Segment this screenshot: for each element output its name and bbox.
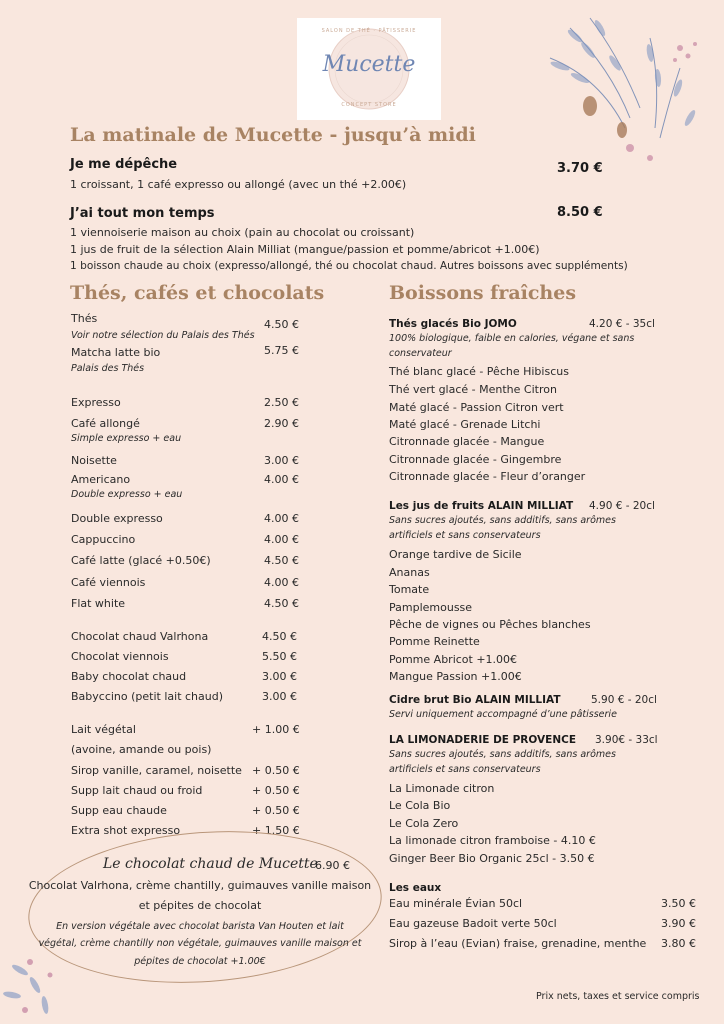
hot-item-sub: Double expresso + eau [71, 489, 183, 500]
hot-item-name: Noisette [71, 454, 117, 467]
logo-ring-top: SALON DE THÉ · PÂTISSERIE [321, 28, 417, 34]
hot-item-price: 4.50 € [264, 597, 299, 610]
jomo-item: Citronnade glacée - Fleur d’oranger [389, 470, 586, 483]
special-vegan1: En version végétale avec chocolat barista Van Houten et lait [56, 921, 344, 932]
milliat-item: Pêche de vignes ou Pêches blanches [389, 618, 591, 631]
limo-item: La limonade citron framboise - 4.10 € [389, 834, 596, 847]
eaux-item-price: 3.90 € [661, 917, 696, 930]
hot-item-sub: Voir notre sélection du Palais des Thés [71, 330, 255, 341]
hot-item-name: Cappuccino [71, 533, 136, 546]
limo-price: 3.90€ - 33cl [595, 734, 658, 746]
hot-item-name: Chocolat viennois [71, 650, 169, 663]
milliat-item: Pomme Abricot +1.00€ [389, 653, 518, 666]
hot-item-name: Extra shot expresso [71, 824, 181, 837]
formula1-name: Je me dépêche [70, 157, 178, 172]
limo-item: La Limonade citron [389, 782, 495, 795]
hot-item-name: Supp eau chaude [71, 804, 167, 817]
limo-sub: artificiels et sans conservateurs [389, 764, 541, 775]
hot-item-price: + 1.50 € [252, 824, 300, 837]
milliat-item: Pamplemousse [389, 601, 473, 614]
cidre-price: 5.90 € - 20cl [591, 694, 657, 706]
special-title: Le chocolat chaud de Mucette [103, 856, 318, 872]
hot-item-price: 3.00 € [262, 690, 297, 703]
milliat-sub: artificiels et sans conservateurs [389, 530, 541, 541]
eaux-title: Les eaux [389, 882, 442, 894]
hot-item-name: Flat white [71, 597, 126, 610]
matinale-title: La matinale de Mucette - jusqu’à midi [70, 124, 476, 146]
hot-title: Thés, cafés et chocolats [70, 282, 325, 304]
milliat-name: Les jus de fruits ALAIN MILLIAT [389, 500, 574, 512]
jomo-item: Thé vert glacé - Menthe Citron [389, 383, 557, 396]
hot-item-name: (avoine, amande ou pois) [71, 743, 212, 756]
cold-title: Boissons fraîches [389, 282, 577, 304]
hot-item-sub: Simple expresso + eau [71, 433, 182, 444]
special-line2: et pépites de chocolat [138, 899, 262, 912]
limo-item: Ginger Beer Bio Organic 25cl - 3.50 € [389, 852, 595, 865]
hot-item-price: 4.00 € [264, 576, 299, 589]
hot-item-name: Sirop vanille, caramel, noisette [71, 764, 242, 777]
special-price: 6.90 € [315, 859, 350, 872]
hot-item-name: Café viennois [71, 576, 146, 589]
formula2-line: 1 boisson chaude au choix (expresso/allongé, thé ou chocolat chaud. Autres boissons avec suppléments) [70, 260, 628, 272]
logo-wordmark: Mucette [322, 52, 416, 77]
formula1-price: 3.70 € [557, 161, 603, 176]
hot-item-name: Baby chocolat chaud [71, 670, 187, 683]
jomo-item: Maté glacé - Passion Citron vert [389, 401, 564, 414]
hot-item-price: 4.50 € [262, 630, 297, 643]
milliat-item: Tomate [389, 583, 430, 596]
eaux-item-name: Eau gazeuse Badoit verte 50cl [389, 917, 557, 930]
cidre-name: Cidre brut Bio ALAIN MILLIAT [389, 694, 561, 706]
milliat-price: 4.90 € - 20cl [589, 500, 655, 512]
jomo-item: Maté glacé - Grenade Litchi [389, 418, 541, 431]
hot-item-name: Thés [71, 312, 98, 325]
hot-item-sub: Palais des Thés [71, 363, 145, 374]
eaux-item-price: 3.50 € [661, 897, 696, 910]
hot-item-price: 4.50 € [264, 318, 299, 331]
footer-note: Prix nets, taxes et service compris [536, 991, 700, 1002]
formula2-name: J’ai tout mon temps [70, 206, 215, 221]
limo-item: Le Cola Bio [389, 799, 451, 812]
milliat-item: Orange tardive de Sicile [389, 548, 522, 561]
hot-item-name: Chocolat chaud Valrhona [71, 630, 209, 643]
hot-item-price: + 0.50 € [252, 804, 300, 817]
jomo-sub: 100% biologique, faible en calories, végane et sans [389, 333, 635, 344]
hot-item-price: 5.75 € [264, 344, 299, 357]
hot-item-price: 2.50 € [264, 396, 299, 409]
hot-item-name: Expresso [71, 396, 121, 409]
jomo-sub: conservateur [389, 348, 452, 359]
hot-item-name: Matcha latte bio [71, 346, 161, 359]
hot-item-price: 4.00 € [264, 473, 299, 486]
milliat-item: Pomme Reinette [389, 635, 480, 648]
jomo-price: 4.20 € - 35cl [589, 318, 655, 330]
cidre-sub: Servi uniquement accompagné d’une pâtisserie [389, 709, 617, 720]
limo-name: LA LIMONADERIE DE PROVENCE [389, 734, 577, 746]
formula2-price: 8.50 € [557, 205, 603, 220]
hot-item-price: 4.00 € [264, 512, 299, 525]
formula1-desc: 1 croissant, 1 café expresso ou allongé (avec un thé +2.00€) [70, 178, 407, 191]
special-vegan3: pépites de chocolat +1.00€ [134, 956, 266, 967]
hot-item-price: 5.50 € [262, 650, 297, 663]
jomo-item: Citronnade glacée - Gingembre [389, 453, 562, 466]
hot-item-name: Café allongé [71, 417, 140, 430]
hot-item-price: 2.90 € [264, 417, 299, 430]
eaux-item-price: 3.80 € [661, 937, 696, 950]
logo [297, 18, 441, 120]
hot-item-name: Americano [71, 473, 131, 486]
hot-item-price: 4.50 € [264, 554, 299, 567]
eaux-item-name: Sirop à l’eau (Evian) fraise, grenadine, menthe [389, 937, 647, 950]
jomo-name: Thés glacés Bio JOMO [389, 318, 517, 330]
hot-item-price: 3.00 € [264, 454, 299, 467]
hot-item-name: Supp lait chaud ou froid [71, 784, 203, 797]
logo-ring-bottom: CONCEPT STORE [341, 102, 397, 108]
hot-item-price: 3.00 € [262, 670, 297, 683]
jomo-item: Citronnade glacée - Mangue [389, 435, 545, 448]
limo-sub: Sans sucres ajoutés, sans additifs, sans arômes [389, 749, 616, 760]
hot-item-name: Babyccino (petit lait chaud) [71, 690, 224, 703]
milliat-sub: Sans sucres ajoutés, sans additifs, sans arômes [389, 515, 616, 526]
special-line1: Chocolat Valrhona, crème chantilly, guimauves vanille maison [28, 879, 372, 892]
hot-item-price: 4.00 € [264, 533, 299, 546]
milliat-item: Ananas [389, 566, 430, 579]
hot-item-name: Lait végétal [71, 723, 136, 736]
hot-item-price: + 1.00 € [252, 723, 300, 736]
jomo-item: Thé blanc glacé - Pêche Hibiscus [389, 365, 569, 378]
hot-item-price: + 0.50 € [252, 764, 300, 777]
formula2-line: 1 viennoiserie maison au choix (pain au chocolat ou croissant) [70, 226, 415, 239]
limo-item: Le Cola Zero [389, 817, 459, 830]
hot-item-name: Café latte (glacé +0.50€) [71, 554, 211, 567]
formula2-line: 1 jus de fruit de la sélection Alain Milliat (mangue/passion et pomme/abricot +1.00€) [70, 243, 540, 256]
eaux-item-name: Eau minérale Évian 50cl [389, 897, 523, 910]
hot-item-name: Double expresso [71, 512, 163, 525]
milliat-item: Mangue Passion +1.00€ [389, 670, 522, 683]
hot-item-price: + 0.50 € [252, 784, 300, 797]
special-vegan2: végétal, crème chantilly non végétale, guimauves vanille maison et [38, 938, 362, 949]
